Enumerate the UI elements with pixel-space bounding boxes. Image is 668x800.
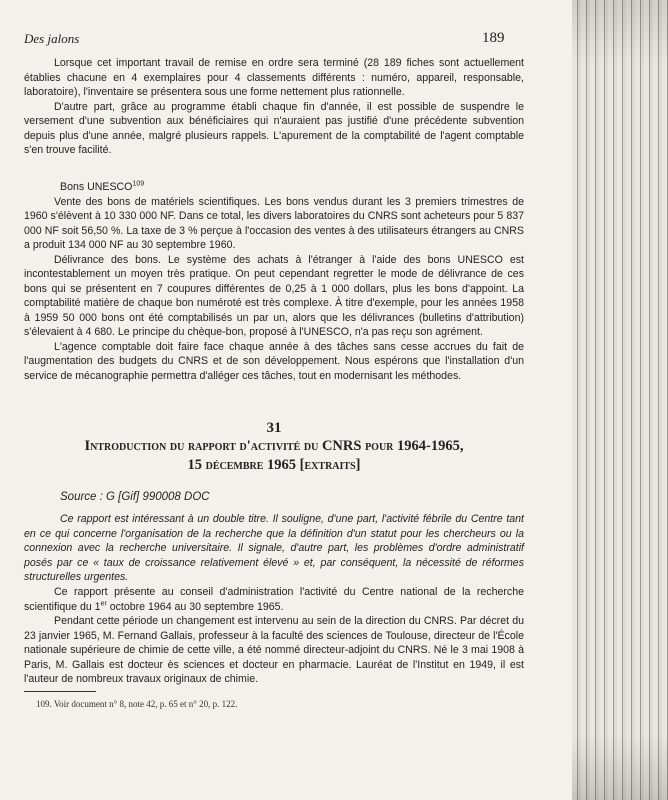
chapter-title-line-1: Introduction du rapport d'activité du CNRS pour 1964-1965, [84,438,464,454]
chapter-intro-text: Ce rapport est intéressant à un double titre. Il souligne, d'une part, l'activité fébrile du Centre tant en ce qui concerne l'organisation de la recherche que la définition d'un statut pour les chercheurs ou la connexion avec la recherche universitaire. Il signale, d'autre part, les problèmes d'ordre administratif posés par ce « taux de croissance relativement élevé » et, par conséquent, la nécessité de réformes structurelles urgentes. [24,513,524,583]
paragraph-direction: Pendant cette période un changement est intervenu au sein de la direction du CNRS. Par décret du 23 janvier 1965, M. Fernand Gallais, professeur à la faculté des sciences de Toulouse, directeur de l'École nationale supérieure de chimie de cette ville, a été nommé directeur-adjoint du CNRS. Né le 3 mai 1908 à Paris, M. Gallais est docteur ès sciences et docteur en pharmacie. Lauréat de l'Institut en 1949, il est l'auteur de nombreux travaux originaux de chimie. [24,615,524,685]
paragraph-inventory: Lorsque cet important travail de remise en ordre sera terminé (28 189 fiches sont actuellement établies chacune en 4 exemplaires pour 4 classements différents : numéro, appareil, responsable, laboratoire), l'inventaire se présentera sous une forme nettement plus rationnelle. [24,57,524,98]
paragraph-subvention: D'autre part, grâce au programme établi chaque fin d'année, il est possible de suspendre le versement d'une subvention aux bénéficiaires qui n'auraient pas justifié d'une précédente subvention depuis plus d'une année, malgré plusieurs rappels. L'apurement de la comptabilité de l'agent comptable s'en trouve facilité. [24,100,524,156]
unesco-heading [60,180,524,195]
paragraph-rapport [24,585,524,614]
paragraph-vente-bons: Vente des bons de matériels scientifiques. Les bons vendus durant les 3 premiers trimestres de 1960 s'élèvent à 10 330 000 NF. Dans ce total, les divers laboratoires du CNRS sont acheteurs pour 5 837 000 NF soit 56,50 %. La taxe de 3 % perçue à l'occasion des ventes à des utilisateurs étrangers au CNRS a produit 134 000 NF au 30 septembre 1960. [24,195,524,251]
paragraph-agence-comptable: L'agence comptable doit faire face chaque année à des tâches sans cesse accrues du fait de l'augmentation des budgets du CNRS et de son développement. Nous espérons que l'installation d'un service de mécanographie permettra d'alléger ces tâches, tout en modernisant les méthodes. [24,340,524,382]
paragraph-rapport-end: octobre 1964 au 30 septembre 1965. [106,600,284,613]
unesco-section [24,180,524,383]
running-head: Des jalons [24,31,80,46]
footnote-rule [24,691,96,692]
ordinal-superscript: er [100,599,107,607]
unesco-heading-text: Bons UNESCO [60,181,133,193]
paragraph-rapport-start: Ce rapport présente au conseil d'administration l'activité du Centre national de la recherche scientifique du 1 [24,586,524,613]
chapter-intro [24,512,524,585]
chapter-body [24,585,524,687]
chapter-title [24,437,524,475]
page-edges-shading [572,0,668,800]
top-section [24,56,524,158]
paragraph-delivrance-bons: Délivrance des bons. Le système des achats à l'étranger à l'aide des bons UNESCO est incontestablement un moyen très pratique. On peut cependant regretter le mode de délivrance de ces bons qui se présentent en 7 coupures différentes de 0,25 à 1 000 dollars, plus les bons d'appoint. La comptabilité matière de chaque bon numéroté est très complexe. À titre d'exemple, pour les années 1958 à 1959 50 000 bons ont été comptabilisés un par un, alors que les délivrances (bulletins d'attribution) s'élevaient à 4 680. Le principe du chèque-bon, proposé à l'UNESCO, n'a pas reçu son agrément. [24,253,524,338]
footnote-ref-109: 109 [132,180,145,188]
chapter-number: 31 [266,420,282,436]
footnote-109: 109. Voir document n° 8, note 42, p. 65 et n° 20, p. 122. [36,699,238,709]
page-number: 189 [482,30,505,46]
source-line: Source : G [Gif] 990008 DOC [60,491,210,503]
chapter-title-line-2: 15 décembre 1965 [extraits] [187,457,361,473]
